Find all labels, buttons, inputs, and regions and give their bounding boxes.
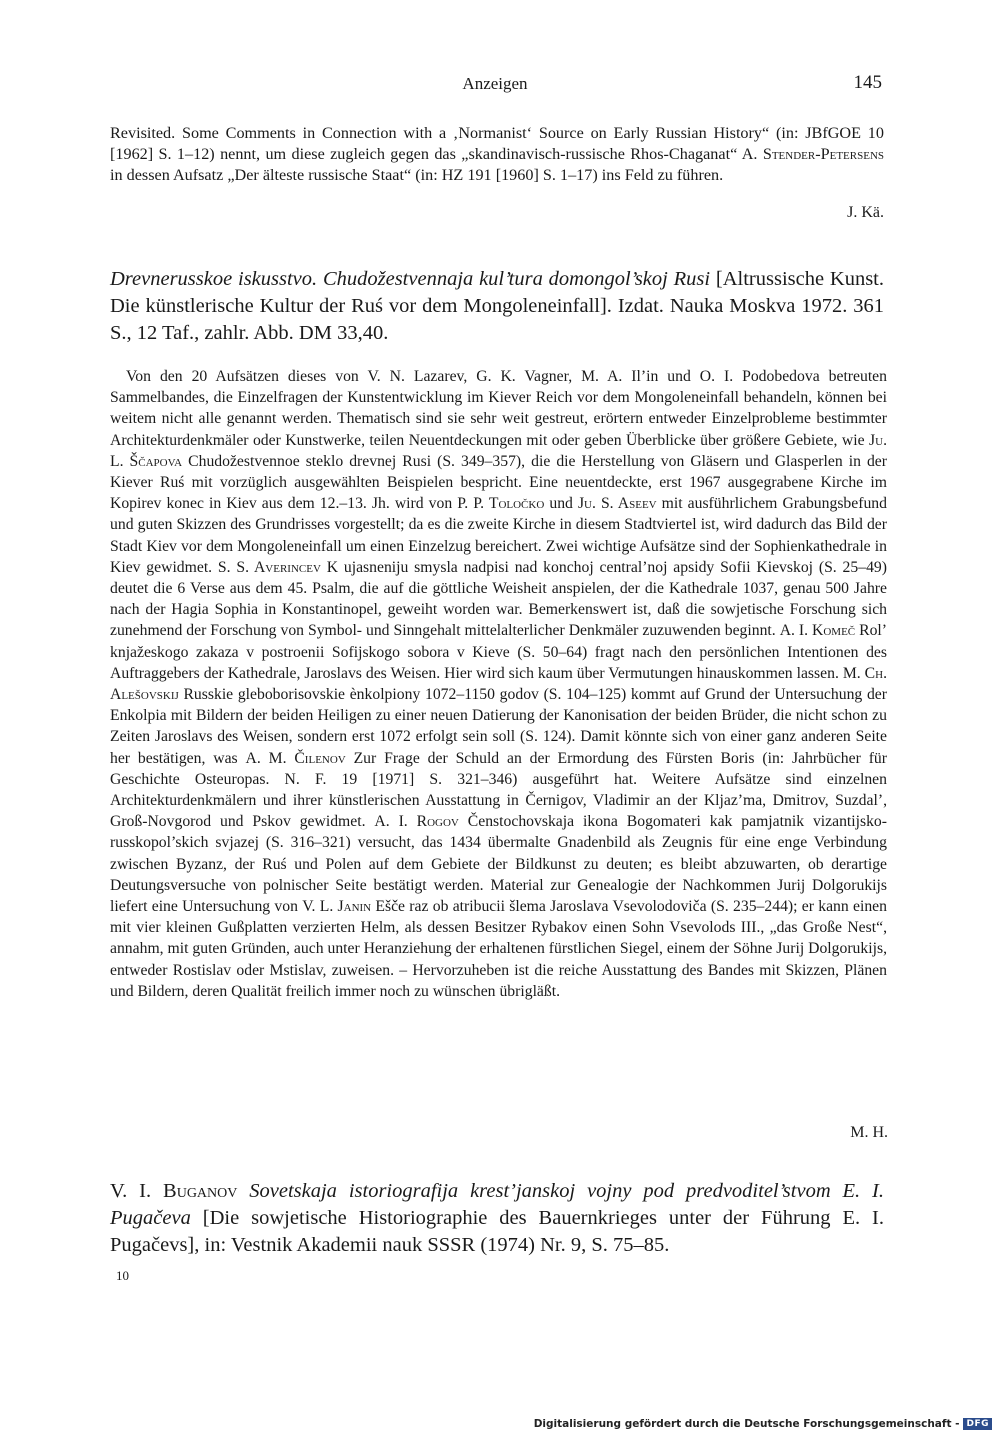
- author-name: A. M. Čilenov: [245, 749, 346, 767]
- review-heading: [110, 266, 884, 347]
- author-name: P. P. Toločko: [457, 495, 545, 513]
- text-segment: Zur Frage der Schuld an der Ermordung des Fürsten Boris (in: Jahrbücher für Geschichte Osteuropas. N. F. 19 [1971] S. 321–346) ausgeführt hat. Weitere Aufsätze sind einzelnen Architekturdenkmälern und ihrer künstlerischen Ausstattung in Černigov, Vladimir an der Kljaz’ma, Dmitrov, Suzdal’, Groß-Novgorod und Pskov gewidmet.: [110, 749, 887, 831]
- text-segment: Ešče raz ob atribucii šlema Jaroslava Vsevolodoviča (S. 235–244); er kann einen mit vier kleinen Gußplatten verzierten Helm, als dessen Besitzer Rybakov einen Sohn Vsevolods III., „das Große Nest“, annahm, mit guten Gründen, auch unter Heranziehung der erhaltenen fürstlichen Siegel, einem der Söhne Jurij Dolgorukijs, entweder Rostislav oder Mstislav, zuweisen. – Hervorzuheben ist die reiche Ausstattung des Bandes mit Skizzen, Plänen und Bildern, deren Qualität freilich immer noch zu wünschen übrigläßt.: [110, 898, 887, 1000]
- text-segment: K ujasneniju smysla nadpisi nad konchoj central’noj apsidy Sofii Kievskoj (S. 25–49) deutet die 6 Verse aus dem 45. Psalm, die auf die göttliche Weisheit anspielen, der die Kathedrale 1037, genau 500 Jahre nach der Hagia Sophia in Konstantinopel, geweiht worden war. Bemerkenswert ist, daß die sowjetische Forschung sich zunehmend der Forschung von Symbol- und Sinngehalt mittelalterlicher Denkmäler zuzuwenden beginnt.: [110, 558, 887, 640]
- footer-text: Digitalisierung gefördert durch die Deutsche Forschungsgemeinschaft -: [533, 1418, 960, 1430]
- reviewer-signature: J. Kä.: [847, 204, 884, 221]
- author-name: Ju. L. Ščapova: [110, 431, 887, 470]
- text-segment: Rol’ knjažeskogo zakaza v postroenii Sofijskogo sobora v Kieve (S. 50–64) fragt nach den persönlichen Intentionen des Auftraggebers der Kathedrale, Jaroslavs des Weisen. Hier wird sich kaum über Vermutungen hinauskommen lassen.: [110, 622, 887, 682]
- author-name: Buganov: [163, 1180, 238, 1202]
- dfg-logo-icon: DFG: [963, 1418, 992, 1430]
- text-segment: Von den 20 Aufsätzen dieses von V. N. Lazarev, G. K. Vagner, M. A. Il’in und O. I. Podobedova betreuten Sammelbandes, die Einzelfragen der Kunstentwicklung im Kiever Reich vor dem Mongoleneinfall behandeln, können bei weitem nicht alle genannt werden. Thematisch sind sie sehr weit gestreut, erörtern entweder Einzelprobleme bestimmter Architekturdenkmäler oder Kunstwerke, teilen Neuentdeckungen mit oder geben Überblicke über größere Gebiete, wie: [110, 368, 887, 449]
- digitization-footer: [534, 1418, 992, 1430]
- article-details: [Die sowjetische Historiographie des Bauernkrieges unter der Führung E. I. Pugačevs], in: Vestnik Akademii nauk SSSR (1974) Nr. 9, S. 75–85.: [110, 1207, 884, 1256]
- review-body: [110, 366, 887, 1002]
- article-title: Sovetskaja istoriografija krest’janskoj vojny pod predvoditel’stvom E. I. Pugačeva: [110, 1180, 884, 1229]
- book-title: Drevnerusskoe iskusstvo. Chudožestvennaja kul’tura domongol’skoj Rusi: [110, 268, 711, 290]
- text-segment: mit ausführlichem Grabungsbefund und guten Skizzen des Grundrisses vorgestellt; da es die zweite Kirche in diesem Stadtviertel ist, wird dadurch das Bild der Stadt Kiev vor dem Mongoleneinfall um einen Einzelzug bereichert. Zwei wichtige Aufsätze sind der Sophienkathedrale in Kiev gewidmet.: [110, 495, 887, 576]
- author-name: A. I. Komeč: [779, 622, 856, 640]
- author-name: V. L. Janin: [302, 898, 372, 916]
- text-segment: Chudožestvennoe steklo drevnej Rusi (S. 349–357), die die Herstellung von Gläsern und Glasperlen in der Kiever Ruś mit vorzüglich ausgewählten Beispielen bespricht. Eine neuentdeckte, erst 1967 ausgegrabene Kirche im Kopirev konec in Kiev aus dem 12.–13. Jh. wird von: [110, 452, 887, 513]
- page-number: 145: [853, 72, 882, 93]
- book-details: [Altrussische Kunst. Die künstlerische Kultur der Ruś vor dem Mongoleneinfall]. Izdat. Nauka Moskva 1972. 361 S., 12 Taf., zahlr. Abb. DM 33,40.: [110, 268, 884, 344]
- author-name: S. S. Averincev: [217, 558, 321, 576]
- continued-review-paragraph: [110, 123, 884, 186]
- signature-mark: 10: [116, 1268, 129, 1283]
- review-heading: [110, 1178, 884, 1259]
- text-segment: in dessen Aufsatz „Der älteste russische Staat“ (in: HZ 191 [1960] S. 1–17) ins Feld zu führen.: [110, 166, 724, 184]
- author-name: M. Ch. Alešovskij: [110, 664, 888, 704]
- author-initials: V. I.: [110, 1180, 164, 1202]
- text-segment: und: [544, 495, 578, 513]
- text-segment: Russkie gleboborisovskie ènkolpiony 1072–1150 godov (S. 104–125) kommt auf Grund der Untersuchung der Enkolpia mit Bildern der beiden Heiligen zu einer neuen Datierung der Kanonisation der beiden Brüder, die nicht schon zu Zeiten Jaroslavs des Weisen, sondern erst 1072 erfolgt sein soll (S. 124). Damit könnte sich von einer ganz anderen Seite her bestätigen, was: [110, 686, 887, 767]
- reviewer-signature: M. H.: [850, 1124, 888, 1141]
- author-name: A. I. Rogov: [374, 813, 459, 831]
- page-header-title: Anzeigen: [462, 74, 528, 93]
- author-name: Stender-Petersens: [762, 145, 884, 163]
- author-name: Ju. S. Aseev: [577, 495, 657, 513]
- text-segment: Čenstochovskaja ikona Bogomateri kak pamjatnik vizantijsko-russkopol’skich svjazej (S. 316–321) versucht, das 1434 übermalte Gnadenbild als Zeugnis für eine enge Verbindung zwischen Byzanz, der Ruś und Polen auf dem Gebiete der Bildkunst zu deuten; es bleibt abzuwarten, ob derartige Deutungsversuche von polnischer Seite bestätigt werden. Material zur Genealogie der Nachkommen Jurij Dolgorukijs liefert eine Untersuchung von: [110, 813, 888, 916]
- text-segment: Revisited. Some Comments in Connection with a ‚Normanist‘ Source on Early Russian History“ (in: JBfGOE 10 [1962] S. 1–12) nennt, um diese zugleich gegen das „skandinavisch-russische Rhos-Chaganat“ A.: [110, 124, 884, 163]
